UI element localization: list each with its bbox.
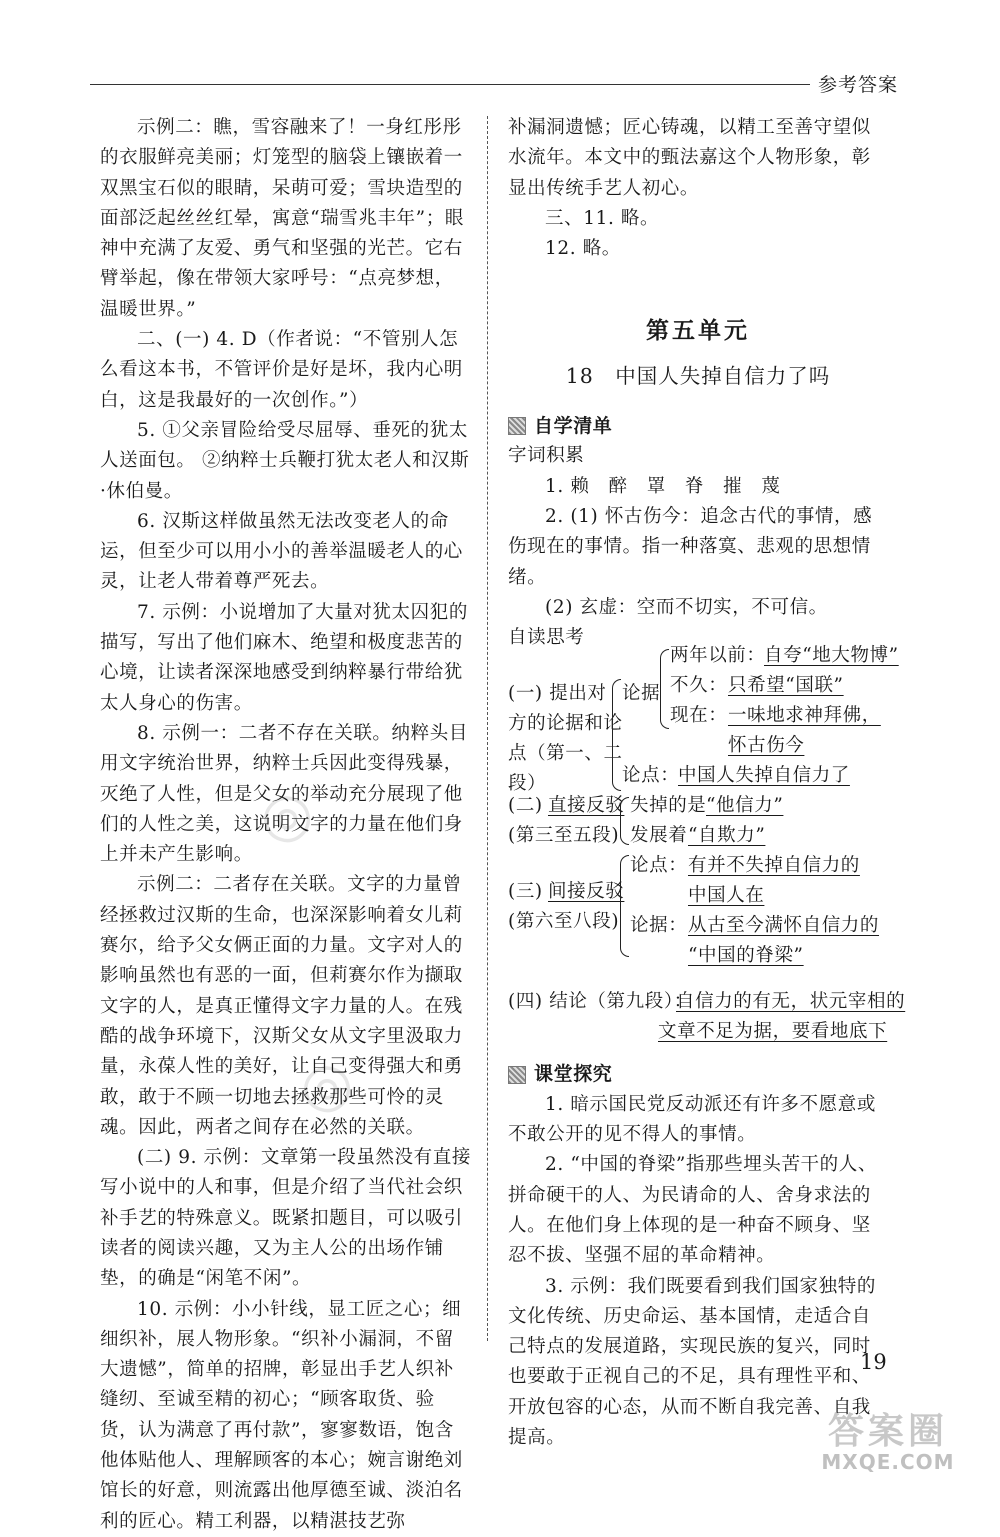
argument-structure-map [508,645,906,1057]
brace [660,649,669,729]
map-label: 不久： [670,675,728,697]
sub-heading: 自读思考 [508,627,585,649]
map-value: 中国人在 [688,885,765,907]
section-heading-text: 课堂探究 [534,1063,613,1086]
brace [612,679,621,791]
map-value: “中国的脊梁” [688,945,804,967]
answer-paragraph: 12. 略。 [545,238,621,260]
map-label: (二) [508,795,543,817]
column-divider [487,116,488,1341]
map-value: 有并不失掉自信力的 [688,855,860,877]
section-heading-text: 自学清单 [534,415,613,438]
left-column [100,113,472,1537]
answer-paragraph: 10. 示例：小小针线，显工匠之心；细细织补，展人物形象。“织补小漏洞，不留大遗憾”，简单的招牌，彰显出手艺人织补缝纫、至诚至精的初心；“顾客取货、验货，认为满意了再付款”，寥寥数语，饱含他体贴他人、理解顾客的本心；婉言谢绝刘馆长的好意，则流露出他厚德至诚、淡泊名利的匠心。精工利器，以精湛技艺弥 [100,1298,463,1532]
answer-paragraph: 6. 汉斯这样做虽然无法改变老人的命运，但至少可以用小小的善举温暖老人的心灵，让老人带着尊严死去。 [100,510,463,593]
watermark-faint-2: ◎ [293,1045,360,1125]
watermark-faint: ◎ [253,775,320,855]
answer-paragraph: (2) 玄虚：空而不切实，不可信。 [545,596,828,618]
answer-paragraph: 补漏洞遗憾；匠心铸魂，以精工至善守望似水流年。本文中的甄法嘉这个人物形象，彰显出传统手艺人初心。 [508,117,871,199]
map-label: 现在： [670,705,728,727]
map-label: (第六至八段) [508,911,620,933]
watermark-logo [798,1403,978,1474]
map-value: 文章不足为据，要看地底下 [658,1021,888,1043]
watermark-site: MXQE.COM [821,1450,955,1474]
sub-heading: 字词积累 [508,445,585,467]
answer-paragraph: 2. “中国的脊梁”指那些埋头苦干的人、拼命硬干的人、为民请命的人、舍身求法的人。在他们身上体现的是一种奋不顾身、坚忍不拔、坚强不屈的革命精神。 [508,1154,877,1267]
unit-title: 第五单元 [646,317,750,345]
header-title: 参考答案 [818,74,899,96]
map-label: (一) 提出对 [508,683,607,705]
map-label: (第三至五段) [508,825,620,847]
map-label: (四) 结论（第九段）： [508,991,693,1013]
page-number: 19 [860,1350,887,1374]
map-label: 论点： [622,765,680,787]
answer-paragraph: 示例二：瞧，雪容融来了！一身红彤彤的衣服鲜亮美丽；灯笼型的脑袋上镶嵌着一双黑宝石似的眼睛，呆萌可爱；雪块造型的面部泛起丝丝红晕，寓意“瑞雪兆丰年”；眼神中充满了友爱、勇气和坚强的光芒。它右臂举起，像在带领大家呼号：“点亮梦想，温暖世界。” [100,117,464,320]
map-label: 论据 [622,683,661,705]
map-label: 发展着 [630,825,688,847]
map-value: 只希望“国联” [728,675,844,697]
answer-paragraph: 1. 赖 醉 罩 脊 摧 蔑 [545,475,781,497]
brace [620,855,629,957]
header-rule [90,84,810,85]
section-heading [508,411,888,441]
map-value: 间接反驳 [548,881,625,903]
map-label: 点（第一、二 [508,743,623,765]
answer-paragraph: 二、(一) 4. D（作者说：“不管别人怎么看这本书，不管评价是好是坏，我内心明白，这是我最好的一次创作。”） [100,329,463,411]
section-marker-icon [508,1066,526,1084]
right-column [508,113,906,1453]
brace [620,797,629,845]
map-value: “自欺力” [688,825,766,847]
map-value: 自信力的有无，状元宰相的 [676,991,906,1013]
map-value: 直接反驳 [548,795,625,817]
answer-paragraph: 7. 示例：小说增加了大量对犹太囚犯的描写，写出了他们麻木、绝望和极度悲苦的心境，让读者深深地感受到纳粹暴行带给犹太人身心的伤害。 [100,601,468,714]
section-marker-icon [508,417,526,435]
watermark-logo-text: 答案圈 [827,1411,948,1452]
answer-paragraph: (二) 9. 示例：文章第一段虽然没有直接写小说中的人和事，但是介绍了当代社会织补手艺的特殊意义。既紧扣题目，可以吸引读者的阅读兴趣，又为主人公的出场作铺垫，的确是“闲笔不闲”。 [100,1147,471,1290]
section-heading [508,1059,888,1089]
map-label: 方的论据和论 [508,713,623,735]
answer-paragraph: 8. 示例一：二者不存在关联。纳粹头目用文字统治世界，纳粹士兵因此变得残暴，灭绝了人性，但是父女的举动充分展现了他们的人性之美，这说明文字的力量在他们身上并未产生影响。 [100,722,468,866]
map-value: 中国人失掉自信力了 [678,765,850,787]
answer-paragraph: 三、11. 略。 [545,207,660,229]
answer-paragraph: 2. (1) 怀古伤今：追念古代的事情，感伤现在的事情。指一种落寞、悲观的思想情绪。 [508,505,873,588]
map-value: 从古至今满怀自信力的 [688,915,880,937]
map-label: 失掉的是 [630,795,707,817]
answer-paragraph: 5. ①父亲冒险给受尽屈辱、垂死的犹太人送面包。 ②纳粹士兵鞭打犹太老人和汉斯·休伯曼。 [100,419,470,502]
answer-paragraph: 示例二：二者存在关联。文字的力量曾经拯救过汉斯的生命，也深深影响着女儿莉赛尔，给予父女俩正面的力量。文字对人的影响虽然也有恶的一面，但莉赛尔作为撷取文字的人，是真正懂得文字力量的人。在残酷的战争环境下，汉斯父女从文字里汲取力量，永葆人性的美好，让自己变得强大和勇敢，敢于不顾一切地去拯救那些可怜的灵魂。因此，两者之间存在必然的关联。 [100,874,463,1138]
map-value: “他信力” [706,795,784,817]
answer-paragraph: 3. 示例：我们既要看到我们国家独特的文化传统、历史命运、基本国情，走适合自己特点的发展道路，实现民族的复兴，同时也要敢于正视自己的不足，具有理性平和、开放包容的心态，从而不断自我完善、自我提高。 [508,1275,876,1449]
map-label: 论点： [630,855,688,877]
map-value: 一味地求神拜佛， [728,705,881,727]
map-value: 自夸“地大物博” [764,645,899,667]
answer-paragraph: 1. 暗示国民党反动派还有许多不愿意或不敢公开的见不得人的事情。 [508,1093,876,1146]
map-label: 论据： [630,915,688,937]
lesson-title: 18 中国人失掉自信力了吗 [565,363,831,388]
map-value: 怀古伤今 [728,735,805,757]
map-label: 两年以前： [670,645,766,667]
map-label: (三) [508,881,543,903]
map-label: 段） [508,773,547,795]
